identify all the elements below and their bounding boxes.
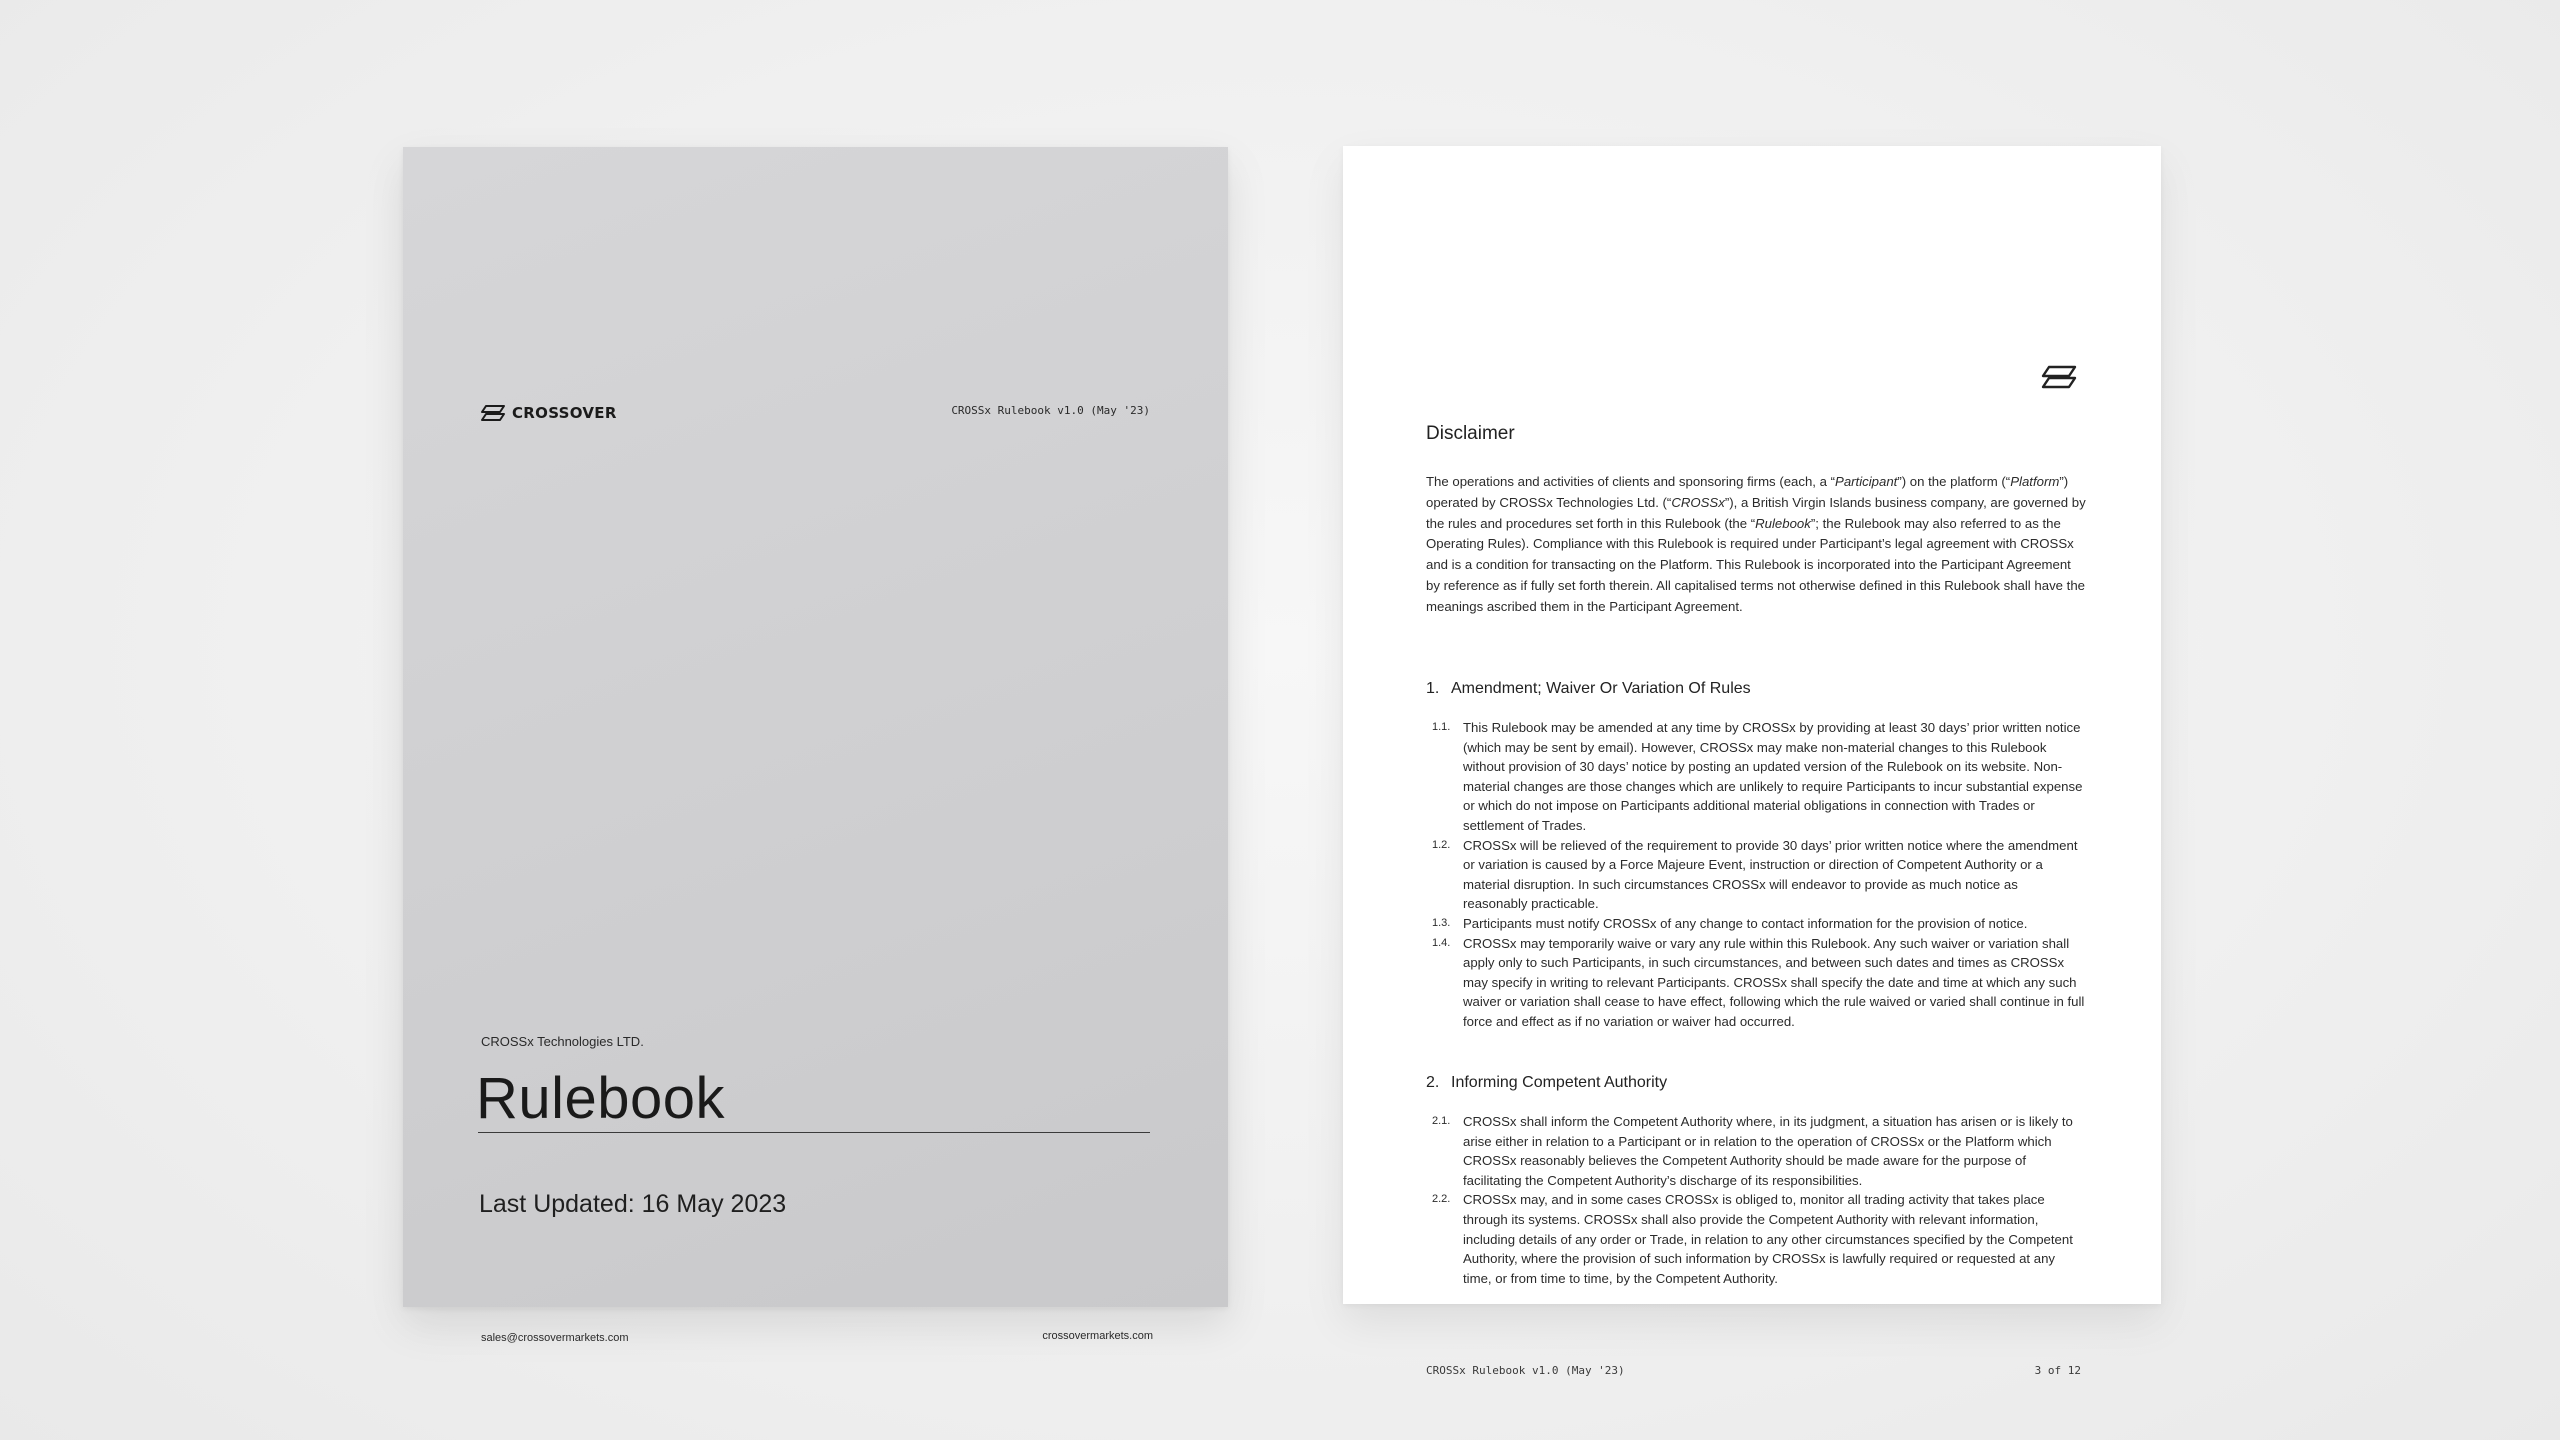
clause: 1.3. Participants must notify CROSSx of any change to contact information for the provision of notice. [1432, 915, 2028, 931]
website-url: crossovermarkets.com [1042, 1330, 1153, 1342]
title-divider [478, 1132, 1150, 1133]
cover-version-label: CROSSx Rulebook v1.0 (May '23) [951, 404, 1150, 417]
clause: 1.1. This Rulebook may be amended at any time by CROSSx by providing at least 30 days’ prior written notice (which may be sent by email). However, CROSSx may make non-material changes to this Rulebook without provision of 30 days’ notice by posting an updated version of the Rulebook on its website. Non-material changes are those changes which are unlikely to require Participants to incur substantial expense or which do not impose on Participants additional material obligations in connection with Trades or settlement of Trades. [1432, 720, 2083, 833]
crossover-logo-icon [480, 404, 506, 422]
crossover-mark-icon [2040, 364, 2078, 390]
crossover-logo [480, 402, 617, 424]
company-name: CROSSx Technologies LTD. [481, 1034, 644, 1049]
section-clauses [1426, 718, 2086, 1032]
clause: 1.4. CROSSx may temporarily waive or vary any rule within this Rulebook. Any such waiver or variation shall apply only to such Participants, in such circumstances, and between such dates and times as CROSSx may specify in writing to relevant Participants. CROSSx shall specify the date and time at which any such waiver or variation shall cease to have effect, following which the rule waived or varied shall continue in full force and effect as if no variation or waiver had occurred. [1432, 935, 2085, 1029]
page-number: 3 of 12 [2034, 1364, 2081, 1377]
clause: 1.2. CROSSx will be relieved of the requirement to provide 30 days’ prior written notice where the amendment or variation is caused by a Force Majeure Event, instruction or direction of Competent Authority or a material disruption. In such circumstances CROSSx will endeavor to provide as much notice as reasonably practicable. [1432, 837, 2078, 912]
last-updated: Last Updated: 16 May 2023 [479, 1190, 787, 1218]
footer-version-label: CROSSx Rulebook v1.0 (May '23) [1426, 1364, 1625, 1377]
section-heading: 1. Amendment; Waiver Or Variation Of Rules [1426, 680, 1751, 697]
disclaimer-heading: Disclaimer [1426, 423, 1515, 444]
section-clauses [1426, 1112, 2086, 1288]
rulebook-page [1343, 146, 2161, 1377]
brand-name: CROSSOVER [512, 404, 617, 422]
clause: 2.1. CROSSx shall inform the Competent Authority where, in its judgment, a situation has arisen or is likely to arise either in relation to a Participant or in relation to the operation of CROSSx or the Platform which CROSSx reasonably believes the Competent Authority should be made aware for the purpose of facilitating the Competent Authority’s discharge of its responsibilities. [1432, 1114, 2073, 1188]
sales-email: sales@crossovermarkets.com [481, 1332, 629, 1344]
disclaimer-paragraph: The operations and activities of clients and sponsoring firms (each, a “Participant”) on the platform (“Platform”) operated by CROSSx Technologies Ltd. (“CROSSx”), a British Virgin Islands business company, are governed by the rules and procedures set forth in this Rulebook (the “Rulebook”; the Rulebook may also referred to as the Operating Rules). Compliance with this Rulebook is required under Participant’s legal agreement with CROSSx and is a condition for transacting on the Platform. This Rulebook is incorporated into the Participant Agreement by reference as if fully set forth therein. All capitalised terms not otherwise defined in this Rulebook shall have the meanings ascribed them in the Participant Agreement. [1426, 474, 2086, 614]
section-heading: 2. Informing Competent Authority [1426, 1074, 1668, 1091]
rulebook-cover [403, 147, 1228, 1344]
clause: 2.2. CROSSx may, and in some cases CROSSx is obliged to, monitor all trading activity that takes place through its systems. CROSSx shall also provide the Competent Authority with relevant information, including details of any order or Trade, in relation to any other circumstances specified by the Competent Authority, where the provision of such information by CROSSx is lawfully required or requested at any time, or from time to time, by the Competent Authority. [1432, 1192, 2073, 1286]
cover-title: Rulebook [476, 1066, 726, 1131]
